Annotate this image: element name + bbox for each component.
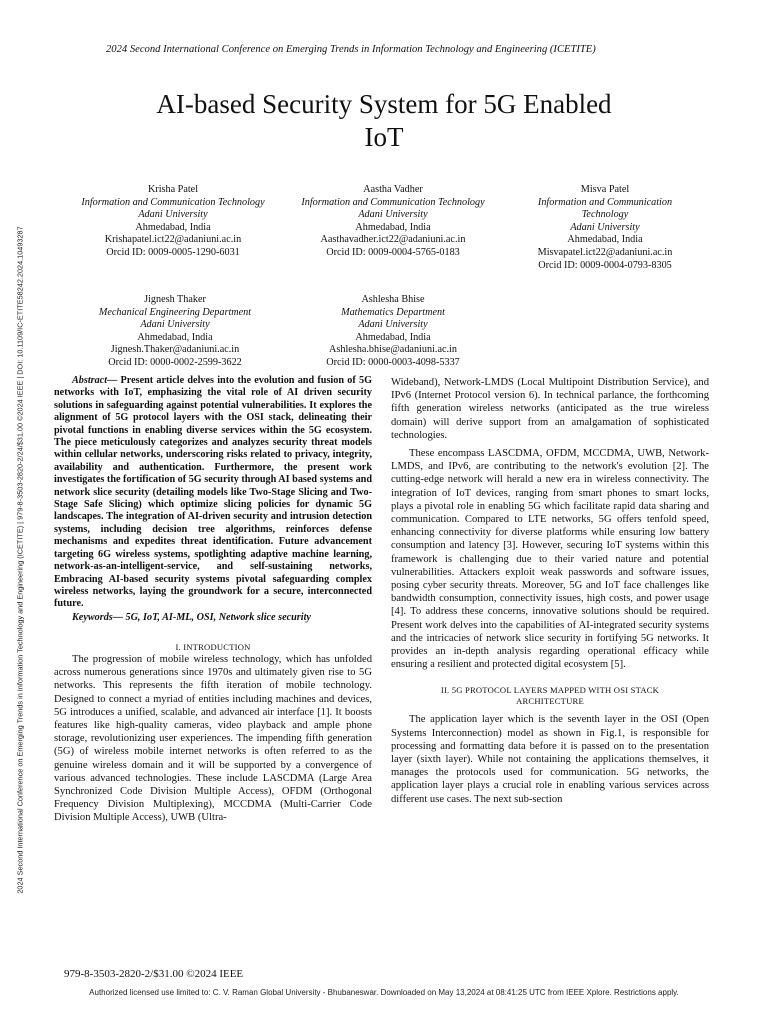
section-heading-protocol-layers [391,685,709,707]
author-dept: Information and Communication [537,196,673,208]
author-location: Ahmedabad, India [355,331,431,343]
author-block-5 [292,294,494,370]
author-block-1 [60,184,286,260]
doi-side-strip [14,150,26,970]
intro-paragraph-1: The progression of mobile wireless technology, which has unfolded across numerous generations since 1970s and ultimately given rise to 5G networks. This represents the fifth iteration of mobile technology. Designed to connect a myriad of entities including machines and devices, 5G introduces a unified, scalable, and advanced air interface [1]. It boosts features like high-quality cameras, video playback and ample phone storage, revolutionizing user experiences. The impending fifth generation (5G) of wireless mobile internet networks is often referred to as the genuine wireless domain and it will be supported by a convergence of various advanced technologies. These include LASCDMA (Large Area Synchronized Code Division Multiple Access), OFDM (Orthogonal Frequency Division Multiplexing), MCCDMA (Multi-Carrier Code Division Multiple Access), UWB (Ultra- [54,653,372,824]
section2-paragraph-1: The application layer which is the seventh layer in the OSI (Open Systems Interconnection) model as shown in Fig.1, is responsible for processing and formatting data before it is passed on to the presentation layer (sixth layer). While not containing the applications themselves, it manages the protocols used for communication. 5G networks, the application layer plays a crucial role in enabling various services across different use cases. The next sub-section [391,714,709,805]
author-name: Jignesh Thaker [144,294,206,305]
author-univ: Adani University [138,209,208,221]
license-notice: Authorized licensed use limited to: C. V. Raman Global University - Bhubaneswar. Downloaded on May 13,2024 at 08:41:25 UTC from IEEE Xplore. Restrictions apply. [89,988,679,997]
author-orcid: Orcid ID: 0000-0002-2599-3622 [108,356,242,368]
author-univ: Adani University [570,221,640,233]
author-orcid: Orcid ID: 0009-0005-1290-6031 [106,246,240,258]
left-column [54,375,372,825]
author-dept: Information and Communication Technology [301,196,485,208]
author-location: Ahmedabad, India [137,331,213,343]
title-line-2: IoT [364,122,404,152]
author-orcid: Orcid ID: 0009-0004-0793-8305 [538,259,672,271]
author-orcid: Orcid ID: 0009-0004-5765-0183 [326,246,460,258]
author-univ: Adani University [358,319,428,331]
author-location: Ahmedabad, India [567,234,643,246]
section-heading-introduction: I. INTRODUCTION [175,641,251,652]
author-email: Krishapatel.ict22@adaniuni.ac.in [104,234,242,246]
author-email: Misvapatel.ict22@adaniuni.ac.in [537,246,673,258]
author-dept-line-2: Technology [581,209,629,221]
abstract-label: Abstract— [72,375,118,386]
author-location: Ahmedabad, India [135,221,211,233]
author-dept: Mechanical Engineering Department [98,306,252,318]
author-name: Aastha Vadher [363,184,423,195]
conference-header: 2024 Second International Conference on Emerging Trends in Information Technology and Engineering (ICETITE) [106,44,596,55]
abstract-text: Present article delves into the evolution and fusion of 5G networks with IoT, emphasizing the vital role of AI driven security solutions in safeguarding against potential vulnerabilities. It explores the alignment of 5G protocol layers with the OSI stack, delineating their pivotal functions in enabling diverse services within the 5G ecosystem. The piece meticulously categorizes and analyzes security threat models within cellular networks, underscoring risks related to privacy, integrity, availability and authentication. Furthermore, the present work investigates the fortification of 5G security through AI based systems and network slice security (detailing models like Two-Stage Slicing and Two-Stage Safe Slicing) which optimize slicing policies for dynamic 5G landscapes. The integration of AI-driven security and intrusion detection systems, including decision tree algorithms, reinforces defense mechanisms and expedites threat identification. Future advancement targeting 6G wireless systems, spotlighting adaptive machine learning, network-as-an-intelligent-service, and self-sustaining networks, Embracing AI-based security systems pivotal safeguarding complex wireless networks, laying the groundwork for a secure, interconnected future. [54,375,372,610]
author-location: Ahmedabad, India [355,221,431,233]
section-heading-line-2: ARCHITECTURE [516,696,584,707]
intro-paragraph-1-continued: Wideband), Network-LMDS (Local Multipoint Distribution Service), and IPv6 (Internet Protocol version 6). In technical parlance, the forthcoming fifth generation wireless networks (anticipated as the true wireless domain) will derive support from an amalgamation of sophisticated technologies. [391,377,709,441]
right-column [391,376,709,806]
author-block-2 [286,184,500,260]
intro-paragraph-2: These encompass LASCDMA, OFDM, MCCDMA, UWB, Network-LMDS, and IPv6, are contributing to the network's evolution [2]. The cutting-edge network will herald a new era in wireless connectivity. The integration of IoT devices, ranging from smart phones to smart locks, plays a pivotal role in enabling 5G which facilitate rapid data sharing and communication. Compared to LTE networks, 5G offers tenfold speed, enhancing connectivity for diverse platforms while ensuring low battery consumption and latency [3]. However, securing IoT systems within this framework is challenging due to their varied nature and potential vulnerabilities. Attackers exploit weak passwords and software issues, posing cyber security threats. Moreover, 5G and IoT face challenges like bandwidth consumption, connectivity issues, high costs, and power usage [4]. To address these concerns, innovative solutions should be required. Present work delves into the capabilities of AI-integrated security systems and the intricacies of network slice security in fortifying 5G networks. It provides an in-depth analysis regarding operational efficacy while ensuring a resilient and protected digital ecosystem [5]. [391,448,709,671]
section-heading-line-1: II. 5G PROTOCOL LAYERS MAPPED WITH OSI STACK [440,685,660,696]
author-univ: Adani University [358,209,428,221]
author-block-4 [72,294,278,370]
author-email: Ashlesha.bhise@adaniuni.ac.in [329,344,457,356]
doi-side-text: 2024 Second International Conference on Emerging Trends in Information Technology and Engineering (ICETITE) | 979-8-3503-2820-2/24/$31.00 ©2024 IEEE | DOI: 10.1109/IC-ETITE58242.2024.10493287 [15,226,25,894]
author-block-3 [510,184,700,272]
author-name: Krisha Patel [147,184,199,195]
author-univ: Adani University [140,319,210,331]
author-name: Misva Patel [580,184,630,195]
author-orcid: Orcid ID: 0000-0003-4098-5337 [326,356,460,368]
title-line-1: AI-based Security System for 5G Enabled [156,89,612,119]
author-email: Aasthavadher.ict22@adaniuni.ac.in [320,234,466,246]
author-dept: Mathematics Department [341,306,445,318]
paper-title [80,88,688,154]
author-email: Jignesh.Thaker@adaniuni.ac.in [110,344,240,356]
keywords: Keywords— 5G, IoT, AI-ML, OSI, Network slice security [72,611,311,623]
author-name: Ashlesha Bhise [361,294,425,305]
footer-isbn: 979-8-3503-2820-2/$31.00 ©2024 IEEE [64,968,244,980]
author-dept: Information and Communication Technology [81,196,265,208]
abstract [54,375,372,611]
